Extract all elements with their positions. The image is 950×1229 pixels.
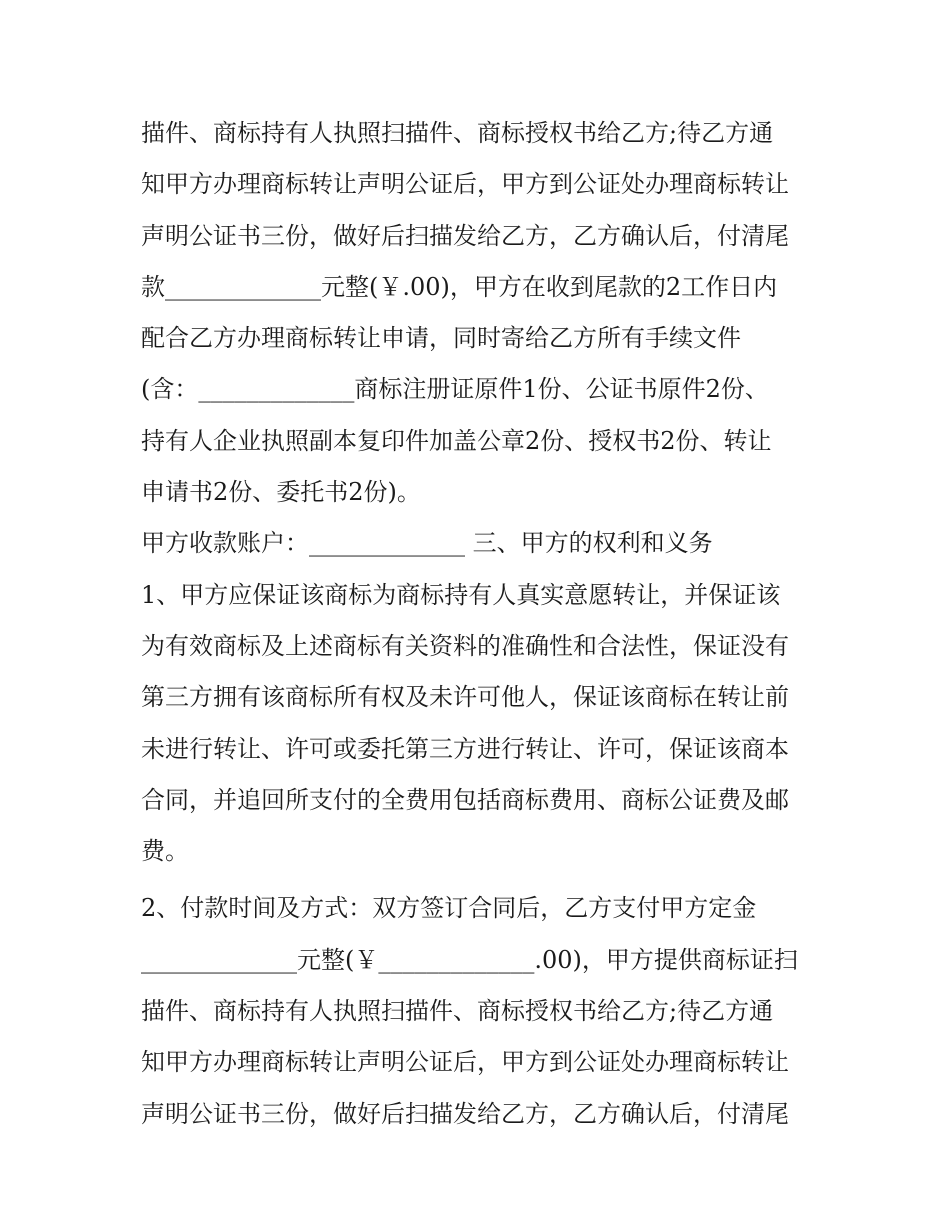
text-line: 费。 — [141, 837, 189, 866]
text-line: 描件、商标持有人执照扫描件、商标授权书给乙方;待乙方通 — [141, 119, 774, 147]
text-line: 声明公证书三份，做好后扫描发给乙方，乙方确认后，付清尾 — [141, 1099, 789, 1128]
text-line: 描件、商标持有人执照扫描件、商标授权书给乙方;待乙方通 — [141, 997, 774, 1026]
text-line: 第三方拥有该商标所有权及未许可他人，保证该商标在转让前 — [141, 683, 789, 712]
text-line: 声明公证书三份，做好后扫描发给乙方，乙方确认后，付清尾 — [141, 221, 789, 250]
text-line: 持有人企业执照副本复印件加盖公章2份、授权书2份、转让 — [141, 426, 772, 455]
text-line: 申请书2份、委托书2份)。 — [141, 478, 421, 507]
contract-body-text — [141, 108, 821, 1140]
text-line: 甲方收款账户：_____________ 三、甲方的权利和义务 — [141, 529, 713, 558]
text-line: _____________元整(￥_____________.00)，甲方提供商标证扫 — [141, 945, 798, 974]
text-line: (含：_____________商标注册证原件1份、公证书原件2份、 — [141, 375, 769, 404]
text-line: 2、付款时间及方式：双方签订合同后，乙方支付甲方定金 — [141, 894, 757, 923]
text-line: 1、甲方应保证该商标为商标持有人真实意愿转让，并保证该 — [141, 580, 781, 609]
text-line: 知甲方办理商标转让声明公证后，甲方到公证处办理商标转让 — [141, 1048, 789, 1077]
text-line: 款_____________元整(￥.00)，甲方在收到尾款的2工作日内 — [141, 272, 778, 301]
text-line: 为有效商标及上述商标有关资料的准确性和合法性，保证没有 — [141, 631, 789, 660]
text-line: 知甲方办理商标转让声明公证后，甲方到公证处办理商标转让 — [141, 170, 789, 199]
text-line: 配合乙方办理商标转让申请，同时寄给乙方所有手续文件 — [141, 324, 741, 353]
text-line: 未进行转让、许可或委托第三方进行转让、许可，保证该商本 — [141, 734, 789, 763]
text-line: 合同，并追回所支付的全费用包括商标费用、商标公证费及邮 — [141, 785, 789, 814]
